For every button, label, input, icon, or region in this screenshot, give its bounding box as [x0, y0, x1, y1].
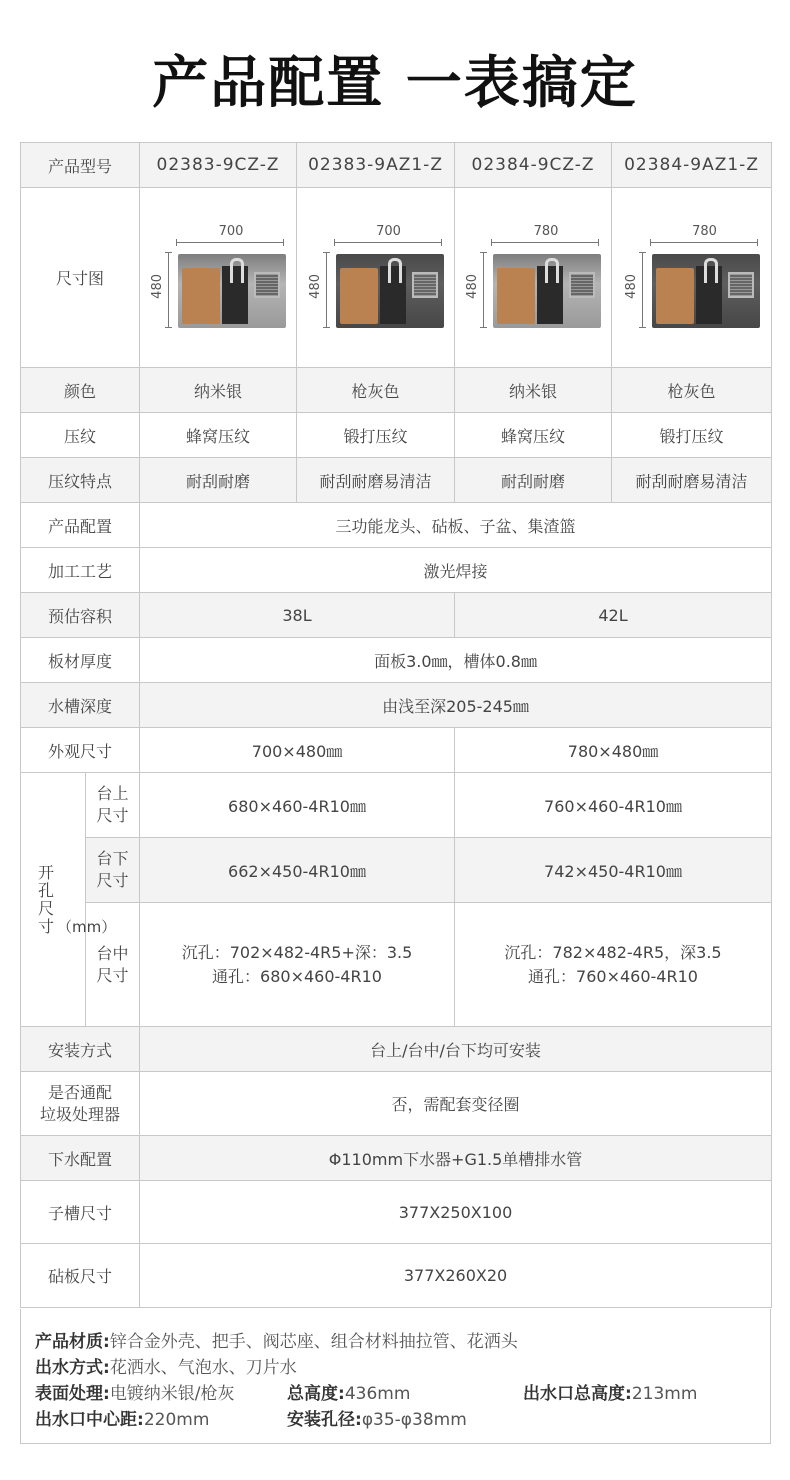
note-line	[35, 1379, 235, 1404]
note-label: 产品材质:	[35, 1332, 110, 1352]
faucet-icon	[704, 258, 718, 283]
width-line	[176, 242, 284, 243]
cell: 台上/台中/台下均可安装	[140, 1027, 772, 1072]
note-value: 花洒水、气泡水、刀片水	[109, 1358, 297, 1378]
capacity-row	[21, 593, 772, 638]
note-label: 出水方式:	[35, 1358, 110, 1378]
cell: 760×460-4R10㎜	[455, 773, 772, 838]
row-label	[21, 1072, 140, 1136]
note-value: 436mm	[344, 1384, 411, 1404]
width-dim: 780	[692, 223, 717, 239]
cell	[140, 903, 455, 1027]
note-label: 总高度:	[287, 1384, 345, 1404]
thickness-row	[21, 638, 772, 683]
cell: 42L	[455, 593, 772, 638]
note-line	[35, 1327, 518, 1352]
model-code: 02383-9AZ1-Z	[297, 143, 455, 188]
row-label: 外观尺寸	[21, 728, 140, 773]
cell: 377X250X100	[140, 1181, 772, 1244]
cell: 耐刮耐磨易清洁	[612, 458, 772, 503]
cutout-mid-row	[21, 903, 772, 1027]
width-line	[491, 242, 599, 243]
row-label: 产品配置	[21, 503, 140, 548]
note-label: 出水口总高度:	[523, 1384, 632, 1404]
row-label: 压纹	[21, 413, 140, 458]
cutout-label-text: 开孔尺寸	[37, 862, 54, 936]
install-row	[21, 1027, 772, 1072]
note-line	[35, 1353, 297, 1378]
width-dim: 700	[376, 223, 401, 239]
cell-line: 沉孔：702×482-4R5+深：3.5	[181, 942, 413, 962]
note-value: 220mm	[143, 1410, 210, 1430]
cell: 700×480㎜	[140, 728, 455, 773]
cutout-unit: （mm）	[57, 917, 117, 936]
note-label: 出水口中心距:	[35, 1410, 144, 1430]
sink-drawing	[297, 188, 455, 368]
height-dim: 480	[307, 273, 323, 299]
sub-label-line2: 尺寸	[96, 806, 129, 825]
cell: 由浅至深205-245㎜	[140, 683, 772, 728]
row-label: 水槽深度	[21, 683, 140, 728]
cutout-under-row	[21, 838, 772, 903]
row-label-line2: 垃圾处理器	[40, 1104, 121, 1124]
disposer-row	[21, 1072, 772, 1136]
cell: 耐刮耐磨易清洁	[297, 458, 455, 503]
cell-line: 沉孔：782×482-4R5，深3.5	[504, 942, 722, 962]
row-label: 板材厚度	[21, 638, 140, 683]
sink-drawing	[140, 188, 297, 368]
dims-label: 尺寸图	[21, 188, 140, 368]
row-label: 下水配置	[21, 1136, 140, 1181]
basket-icon	[412, 272, 438, 298]
width-dim: 700	[218, 223, 244, 239]
height-dim: 480	[623, 273, 639, 299]
config-row	[21, 503, 772, 548]
cutting-board	[340, 268, 378, 324]
width-line	[334, 242, 442, 243]
row-label-line1: 是否通配	[48, 1082, 113, 1102]
color-row	[21, 368, 772, 413]
height-dim: 480	[150, 273, 166, 299]
faucet-icon	[388, 258, 402, 283]
row-label: 砧板尺寸	[21, 1244, 140, 1308]
sub-label-line1: 台中	[96, 943, 129, 963]
cell: 纳米银	[455, 368, 612, 413]
cell: 蜂窝压纹	[140, 413, 297, 458]
cell: 680×460-4R10㎜	[140, 773, 455, 838]
cell: 377X260X20	[140, 1244, 772, 1308]
note-value: 213mm	[631, 1384, 698, 1404]
size-row	[21, 728, 772, 773]
cell: 蜂窝压纹	[455, 413, 612, 458]
faucet-icon	[545, 258, 559, 283]
cell-line: 通孔：680×460-4R10	[212, 966, 382, 986]
sink-image	[336, 254, 444, 328]
pattern-feature-row	[21, 458, 772, 503]
cell: 锻打压纹	[612, 413, 772, 458]
cell: 耐刮耐磨	[140, 458, 297, 503]
row-label: 子槽尺寸	[21, 1181, 140, 1244]
depth-row	[21, 683, 772, 728]
cell: 耐刮耐磨	[455, 458, 612, 503]
height-line	[483, 252, 484, 328]
sink-drawing	[612, 188, 772, 368]
row-label: 安装方式	[21, 1027, 140, 1072]
width-dim: 780	[533, 223, 559, 239]
cell: Φ110mm下水器+G1.5单槽排水管	[140, 1136, 772, 1181]
process-row	[21, 548, 772, 593]
cell: 38L	[140, 593, 455, 638]
spec-table	[20, 142, 772, 1308]
sink-image	[178, 254, 286, 328]
basket-icon	[728, 272, 754, 298]
dimension-row	[21, 188, 772, 368]
sub-label	[86, 838, 140, 903]
cell: 三功能龙头、砧板、子盆、集渣篮	[140, 503, 772, 548]
note-line	[287, 1379, 410, 1404]
sink-drawing	[455, 188, 612, 368]
page-title: 产品配置 一表搞定	[152, 51, 638, 116]
subsink-row	[21, 1181, 772, 1244]
note-label: 表面处理:	[35, 1384, 110, 1404]
cell: 面板3.0㎜，槽体0.8㎜	[140, 638, 772, 683]
cell: 枪灰色	[297, 368, 455, 413]
cell: 780×480㎜	[455, 728, 772, 773]
sink-image	[493, 254, 601, 328]
cutout-top-row	[21, 773, 772, 838]
row-label: 压纹特点	[21, 458, 140, 503]
cell-line: 通孔：760×460-4R10	[528, 966, 698, 986]
height-dim: 480	[465, 273, 481, 299]
note-value: 电镀纳米银/枪灰	[109, 1384, 235, 1404]
sub-label	[86, 773, 140, 838]
board-row	[21, 1244, 772, 1308]
drain-row	[21, 1136, 772, 1181]
cutting-board	[656, 268, 694, 324]
sub-label-line1: 台上	[96, 784, 129, 803]
note-line	[287, 1405, 467, 1430]
cell: 662×450-4R10㎜	[140, 838, 455, 903]
cell	[455, 903, 772, 1027]
note-line	[35, 1405, 209, 1430]
cutting-board	[182, 268, 220, 324]
height-line	[168, 252, 169, 328]
basket-icon	[254, 272, 280, 298]
row-label: 颜色	[21, 368, 140, 413]
cell: 742×450-4R10㎜	[455, 838, 772, 903]
model-code: 02384-9AZ1-Z	[612, 143, 772, 188]
row-label: 预估容积	[21, 593, 140, 638]
header-label: 产品型号	[21, 143, 140, 188]
model-row	[21, 143, 772, 188]
width-line	[650, 242, 758, 243]
sink-image	[652, 254, 760, 328]
model-code: 02384-9CZ-Z	[455, 143, 612, 188]
height-line	[326, 252, 327, 328]
note-value: 锌合金外壳、把手、阀芯座、组合材料抽拉管、花洒头	[109, 1332, 518, 1352]
cell: 激光焊接	[140, 548, 772, 593]
cutting-board	[497, 268, 535, 324]
cell: 否，需配套变径圈	[140, 1072, 772, 1136]
model-code: 02383-9CZ-Z	[140, 143, 297, 188]
row-label: 加工工艺	[21, 548, 140, 593]
sub-label-line2: 尺寸	[96, 871, 129, 890]
basket-icon	[569, 272, 595, 298]
cell: 锻打压纹	[297, 413, 455, 458]
faucet-icon	[230, 258, 244, 283]
note-label: 安装孔径:	[287, 1410, 362, 1430]
note-value: φ35-φ38mm	[361, 1410, 467, 1430]
cell: 纳米银	[140, 368, 297, 413]
notes-box	[20, 1309, 771, 1444]
height-line	[642, 252, 643, 328]
cell: 枪灰色	[612, 368, 772, 413]
pattern-row	[21, 413, 772, 458]
sub-label-line1: 台下	[96, 849, 129, 868]
sub-label-line2: 尺寸	[96, 965, 129, 985]
note-line	[523, 1379, 697, 1404]
